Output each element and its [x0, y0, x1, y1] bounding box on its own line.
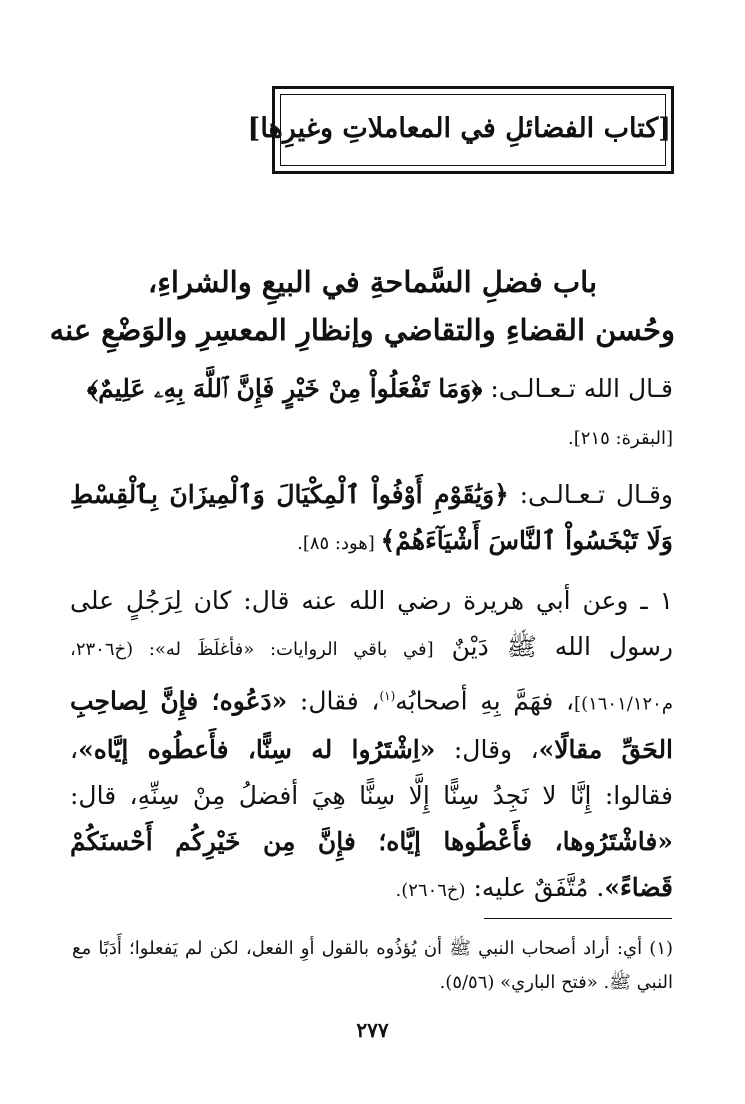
verse-paragraph-2 — [70, 472, 673, 567]
hadith-text: ، وقال: — [435, 735, 539, 765]
footnote-divider — [484, 918, 672, 919]
verse-reference: [هود: ٨٥]. — [297, 533, 381, 554]
verse-paragraph-1 — [70, 366, 673, 412]
verse-reference: [البقرة: ٢١٥]. — [568, 428, 673, 449]
hadith-text: ، فقال: — [287, 686, 380, 716]
hadith-text: ، فقالوا: إِنَّا لا نَجِدُ سِنًّا إِلَّا سِنًّا هِيَ أفضلُ مِنْ سِنِّهِ، قال: — [70, 735, 673, 811]
chapter-heading — [49, 258, 675, 354]
verse-intro: قـال الله تـعـالـى: — [482, 374, 673, 403]
prophetic-quote: «اِشْتَرُوا له سِنًّا، فأَعطُوه إيَّاه» — [78, 735, 436, 765]
quran-verse: ﴿وَيَٰقَوْمِ أَوْفُواْ ٱلْمِكْيَالَ وَٱلْمِيزَانَ بِٱلْقِسْطِ وَلَا تَبْخَسُواْ ٱلنَّاسَ أَشْيَآءَهُمْ﴾ — [70, 480, 673, 555]
book-title-frame — [247, 86, 674, 174]
book-title: [كتاب الفضائلِ في المعاملاتِ وغيرِها] — [247, 113, 671, 144]
hadith-source: (خ٢٦٠٦). — [395, 880, 466, 902]
prophetic-quote: «فاشْتَرُوها، فأَعْطُوها إيَّاه؛ فإِنَّ مِن خَيْرِكُم أَحْسنَكُمْ قَضاءً» — [70, 827, 673, 903]
prophetic-quote: «دَعُوه؛ فإِنَّ لِصاحِبِ الحَقِّ مقالًا» — [70, 686, 674, 765]
hadith-paragraph — [70, 578, 673, 914]
chapter-heading-line-1: باب فضلِ السَّماحةِ في البيعِ والشراءِ، — [147, 265, 598, 299]
chapter-heading-line-2: وحُسن القضاءِ والتقاضي وإنظارِ المعسِرِ والوَضْعِ عنه — [49, 313, 675, 347]
footnote-marker: (١) — [379, 689, 396, 703]
hadith-text: . مُتَّفَقٌ عليه: — [465, 873, 605, 903]
verse-intro: وقـال تـعـالـى: — [508, 480, 673, 509]
footnote: (١) أي: أراد أصحاب النبي ﷺ أن يُؤذُوه بالقول أوِ الفعل، لكن لم يَفعلوا؛ أَدَبًا مع النبي ﷺ. «فتح الباري» (٥/٥٦). — [72, 938, 674, 993]
quran-verse: ﴿وَمَا تَفْعَلُواْ مِنْ خَيْرٍ فَإِنَّ ٱللَّهَ بِهِۦ عَلِيمٌ﴾ — [87, 374, 483, 403]
hadith-text: ، فهَمَّ بِهِ أصحابُه — [395, 686, 575, 716]
hadith-note: [في باقي الروايات: «فأغلَظَ له»: (خ٢٣٠٦، م١٦٠١/١٢٠)] — [70, 639, 673, 715]
hadith-text: ١ ـ وعن أبي هريرة رضي الله عنه قال: كان لِرَجُلٍ على رسول الله ﷺ دَيْنٌ — [70, 586, 673, 661]
page-number: ٢٧٧ — [356, 1018, 389, 1042]
